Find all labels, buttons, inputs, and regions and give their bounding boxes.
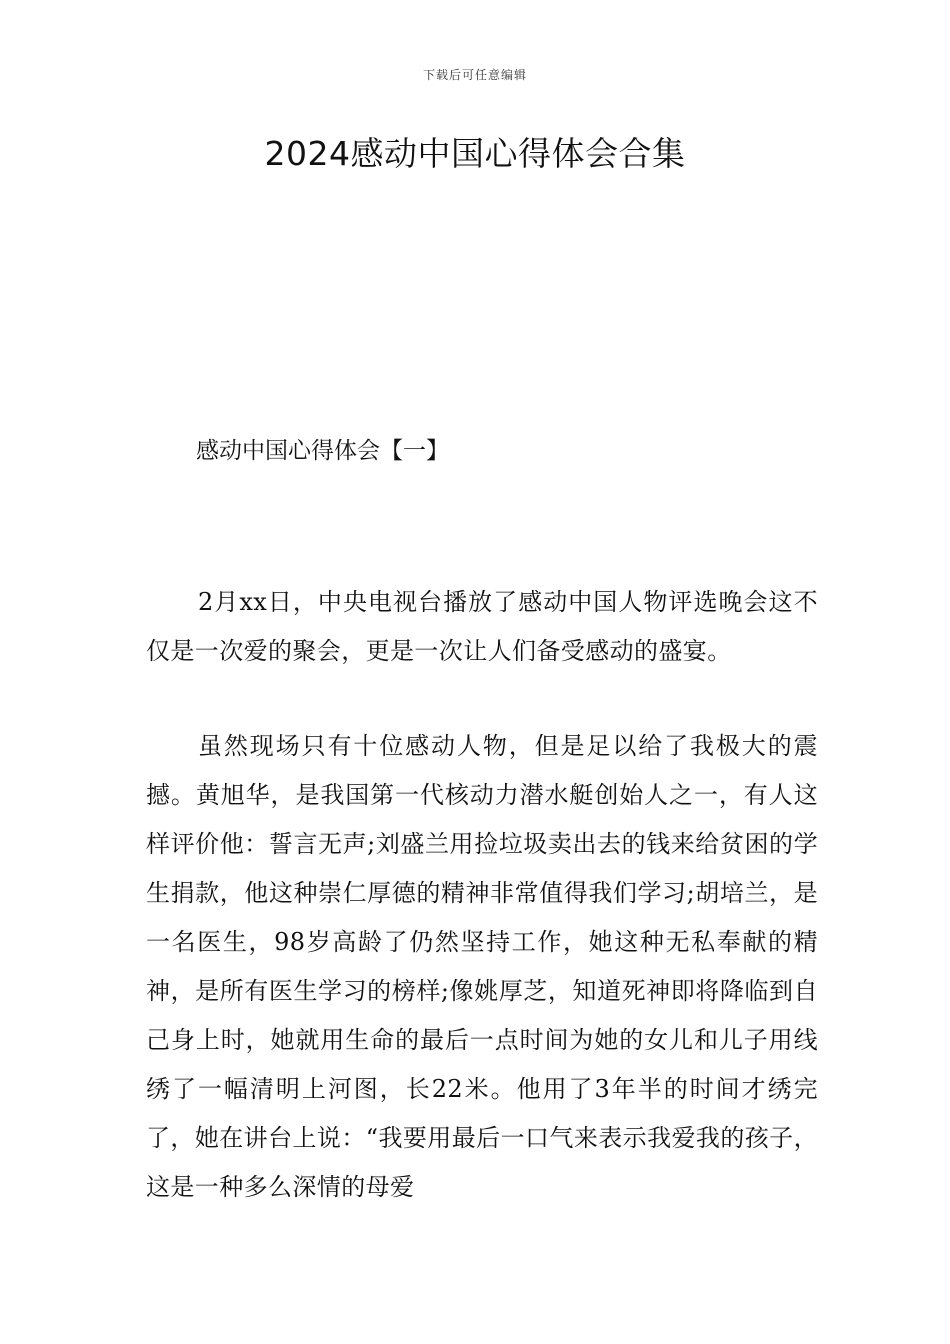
section-heading: 感动中国心得体会【一】 (196, 438, 449, 464)
header-note: 下载后可任意编辑 (422, 68, 527, 82)
body-paragraph: 2月xx日，中央电视台播放了感动中国人物评选晚会这不仅是一次爱的聚会，更是一次让人们备受感动的盛宴。 (146, 588, 818, 665)
body-paragraph: 虽然现场只有十位感动人物，但是足以给了我极大的震撼。黄旭华，是我国第一代核动力潜水艇创始人之一，有人这样评价他：誓言无声;刘盛兰用捡垃圾卖出去的钱来给贫困的学生捐款，他这种崇仁厚德的精神非常值得我们学习;胡培兰，是一名医生，98岁高龄了仍然坚持工作，她这种无私奉献的精神，是所有医生学习的榜样;像姚厚芝，知道死神即将降临到自己身上时，她就用生命的最后一点时间为她的女儿和儿子用线绣了一幅清明上河图，长22米。他用了3年半的时间才绣完了，她在讲台上说：“我要用最后一口气来表示我爱我的孩子，这是一种多么深情的母爱 (146, 732, 818, 1201)
document-title: 2024感动中国心得体会合集 (264, 134, 686, 173)
